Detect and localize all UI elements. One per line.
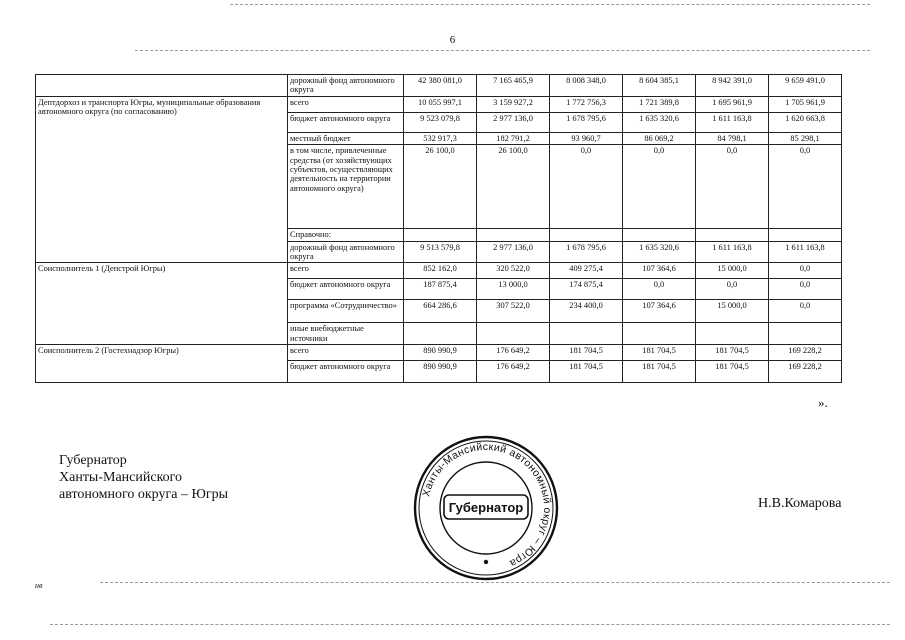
scan-artifact-line xyxy=(135,50,870,51)
funding-source-cell: бюджет автономного округа xyxy=(288,112,404,132)
amount-cell: 0,0 xyxy=(696,145,769,229)
amount-cell: 0,0 xyxy=(769,300,842,323)
amount-cell: 1 678 795,6 xyxy=(550,241,623,263)
amount-cell: 13 000,0 xyxy=(477,279,550,300)
scan-artifact-line xyxy=(50,624,890,625)
amount-cell: 1 635 320,6 xyxy=(623,241,696,263)
amount-cell: 15 000,0 xyxy=(696,263,769,279)
amount-cell xyxy=(477,323,550,345)
amount-cell: 1 611 163,8 xyxy=(696,112,769,132)
amount-cell: 107 364,6 xyxy=(623,300,696,323)
amount-cell: 10 055 997,1 xyxy=(404,96,477,112)
amount-cell: 1 695 961,9 xyxy=(696,96,769,112)
amount-cell: 1 705 961,9 xyxy=(769,96,842,112)
amount-cell: 0,0 xyxy=(696,279,769,300)
amount-cell xyxy=(769,323,842,345)
funding-source-cell: в том числе, привлеченные средства (от хозяйствующих субъектов, осуществляющих деятельность на территории автономного округа) xyxy=(288,145,404,229)
amount-cell: 664 286,6 xyxy=(404,300,477,323)
amount-cell: 890 990,9 xyxy=(404,345,477,361)
amount-cell: 409 275,4 xyxy=(550,263,623,279)
table-row xyxy=(36,345,842,361)
table-row xyxy=(36,96,842,112)
funding-source-cell: иные внебюджетные источники xyxy=(288,323,404,345)
amount-cell xyxy=(769,229,842,241)
scan-artifact-line xyxy=(230,4,870,5)
seal-ring-text: Ханты-Мансийский автономный округ – Югра xyxy=(420,440,554,570)
amount-cell: 307 522,0 xyxy=(477,300,550,323)
amount-cell: 0,0 xyxy=(623,279,696,300)
amount-cell: 1 721 389,8 xyxy=(623,96,696,112)
governor-line-2: Ханты-Мансийского xyxy=(59,470,183,485)
amount-cell: 169 228,2 xyxy=(769,345,842,361)
amount-cell: 9 659 491,0 xyxy=(769,75,842,97)
budget-table xyxy=(35,74,842,383)
amount-cell: 1 611 163,8 xyxy=(769,241,842,263)
amount-cell: 1 772 756,3 xyxy=(550,96,623,112)
amount-cell: 9 513 579,8 xyxy=(404,241,477,263)
amount-cell: 181 704,5 xyxy=(550,345,623,361)
amount-cell: 169 228,2 xyxy=(769,361,842,383)
amount-cell: 320 522,0 xyxy=(477,263,550,279)
amount-cell xyxy=(623,229,696,241)
amount-cell: 852 162,0 xyxy=(404,263,477,279)
governor-line-3: автономного округа – Югры xyxy=(59,487,228,502)
amount-cell xyxy=(696,229,769,241)
amount-cell: 181 704,5 xyxy=(696,345,769,361)
amount-cell: 0,0 xyxy=(769,145,842,229)
funding-source-cell: бюджет автономного округа xyxy=(288,361,404,383)
amount-cell: 1 611 163,8 xyxy=(696,241,769,263)
amount-cell: 1 678 795,6 xyxy=(550,112,623,132)
amount-cell: 9 523 079,8 xyxy=(404,112,477,132)
amount-cell: 234 400,0 xyxy=(550,300,623,323)
amount-cell: 26 100,0 xyxy=(477,145,550,229)
amount-cell: 174 875,4 xyxy=(550,279,623,300)
amount-cell: 7 165 465,9 xyxy=(477,75,550,97)
amount-cell xyxy=(623,323,696,345)
funding-source-cell: бюджет автономного округа xyxy=(288,279,404,300)
governor-line-1: Губернатор xyxy=(59,453,127,468)
table-row xyxy=(36,75,842,97)
org-cell: Дептдорхоз и транспорта Югры, муниципальные образования автономного округа (по согласованию) xyxy=(36,96,288,263)
amount-cell: 8 942 391,0 xyxy=(696,75,769,97)
funding-source-cell: Справочно: xyxy=(288,229,404,241)
funding-source-cell: местный бюджет xyxy=(288,132,404,144)
scan-artifact-line xyxy=(100,582,890,583)
amount-cell xyxy=(404,323,477,345)
amount-cell: 0,0 xyxy=(623,145,696,229)
amount-cell: 26 100,0 xyxy=(404,145,477,229)
amount-cell: 187 875,4 xyxy=(404,279,477,300)
funding-source-cell: дорожный фонд автономного округа xyxy=(288,241,404,263)
amount-cell: 176 649,2 xyxy=(477,361,550,383)
amount-cell: 1 620 663,8 xyxy=(769,112,842,132)
funding-source-cell: дорожный фонд автономного округа xyxy=(288,75,404,97)
amount-cell: 3 159 927,2 xyxy=(477,96,550,112)
amount-cell: 181 704,5 xyxy=(550,361,623,383)
amount-cell: 176 649,2 xyxy=(477,345,550,361)
table-row xyxy=(36,263,842,279)
funding-source-cell: всего xyxy=(288,96,404,112)
amount-cell xyxy=(477,229,550,241)
amount-cell: 181 704,5 xyxy=(623,361,696,383)
amount-cell: 0,0 xyxy=(769,279,842,300)
amount-cell: 0,0 xyxy=(769,263,842,279)
funding-source-cell: всего xyxy=(288,263,404,279)
amount-cell: 181 704,5 xyxy=(623,345,696,361)
footer-mark: нв xyxy=(35,581,43,590)
amount-cell xyxy=(550,229,623,241)
amount-cell: 93 960,7 xyxy=(550,132,623,144)
amount-cell: 85 298,1 xyxy=(769,132,842,144)
closing-quote: ». xyxy=(818,395,828,410)
amount-cell: 8 604 385,1 xyxy=(623,75,696,97)
org-cell: Соисполнитель 1 (Депстрой Югры) xyxy=(36,263,288,345)
amount-cell: 182 791,2 xyxy=(477,132,550,144)
page-number: 6 xyxy=(449,34,456,46)
governor-title xyxy=(59,452,228,503)
amount-cell xyxy=(550,323,623,345)
amount-cell: 107 364,6 xyxy=(623,263,696,279)
amount-cell: 86 069,2 xyxy=(623,132,696,144)
org-cell xyxy=(36,75,288,97)
org-cell: Соисполнитель 2 (Гостехнадзор Югры) xyxy=(36,345,288,383)
amount-cell xyxy=(404,229,477,241)
amount-cell: 2 977 136,0 xyxy=(477,112,550,132)
amount-cell: 15 000,0 xyxy=(696,300,769,323)
funding-source-cell: программа «Сотрудничество» xyxy=(288,300,404,323)
amount-cell: 532 917,3 xyxy=(404,132,477,144)
amount-cell: 0,0 xyxy=(550,145,623,229)
official-seal xyxy=(412,434,560,582)
seal-center-text: Губернатор xyxy=(448,500,524,515)
funding-source-cell: всего xyxy=(288,345,404,361)
amount-cell xyxy=(696,323,769,345)
amount-cell: 1 635 320,6 xyxy=(623,112,696,132)
amount-cell: 84 798,1 xyxy=(696,132,769,144)
amount-cell: 8 008 348,0 xyxy=(550,75,623,97)
signer-name: Н.В.Комарова xyxy=(758,496,842,511)
amount-cell: 42 380 081,0 xyxy=(404,75,477,97)
amount-cell: 2 977 136,0 xyxy=(477,241,550,263)
amount-cell: 181 704,5 xyxy=(696,361,769,383)
seal-graphic xyxy=(412,434,560,582)
amount-cell: 890 990,9 xyxy=(404,361,477,383)
